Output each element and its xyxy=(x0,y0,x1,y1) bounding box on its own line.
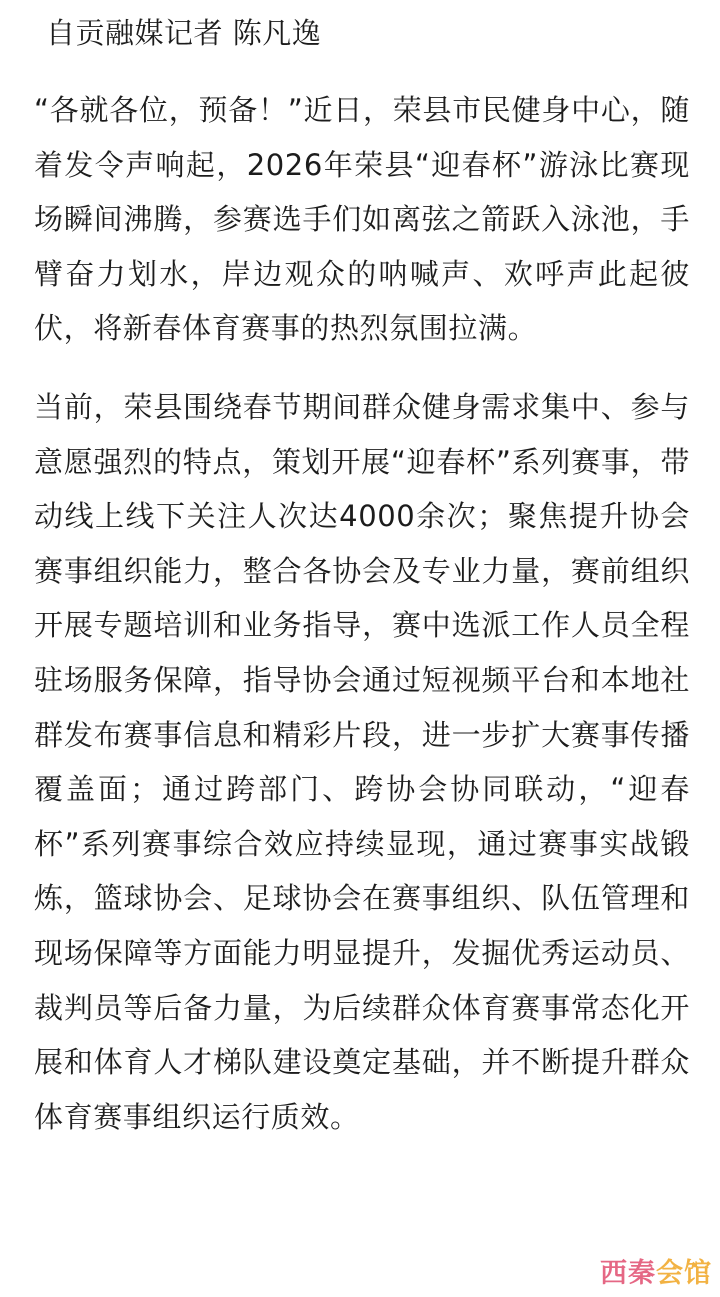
article-byline: 自贡融媒记者 陈凡逸 xyxy=(46,16,322,50)
article-paragraph: “各就各位，预备！”近日，荣县市民健身中心，随着发令声响起，2026年荣县“迎春杯”游泳比赛现场瞬间沸腾，参赛选手们如离弦之箭跃入泳池，手臂奋力划水，岸边观众的呐喊声、欢呼声此起彼伏，将新春体育赛事的热烈氛围拉满。 xyxy=(34,93,690,346)
article-paragraph: 当前，荣县围绕春节期间群众健身需求集中、参与意愿强烈的特点，策划开展“迎春杯”系列赛事，带动线上线下关注人次达4000余次；聚焦提升协会赛事组织能力，整合各协会及专业力量，赛前组织开展专题培训和业务指导，赛中选派工作人员全程驻场服务保障，指导协会通过短视频平台和本地社群发布赛事信息和精彩片段，进一步扩大赛事传播覆盖面；通过跨部门、跨协会协同联动，“迎春杯”系列赛事综合效应持续显现，通过赛事实战锻炼，篮球协会、足球协会在赛事组织、队伍管理和现场保障等方面能力明显提升，发掘优秀运动员、裁判员等后备力量，为后续群众体育赛事常态化开展和体育人才梯队建设奠定基础，并不断提升群众体育赛事组织运行质效。 xyxy=(34,389,690,1134)
watermark-text-part1: 西秦 xyxy=(600,1258,656,1289)
watermark-logo xyxy=(600,1257,712,1291)
article-body xyxy=(34,0,690,1144)
watermark-text-part2: 会馆 xyxy=(656,1258,712,1289)
